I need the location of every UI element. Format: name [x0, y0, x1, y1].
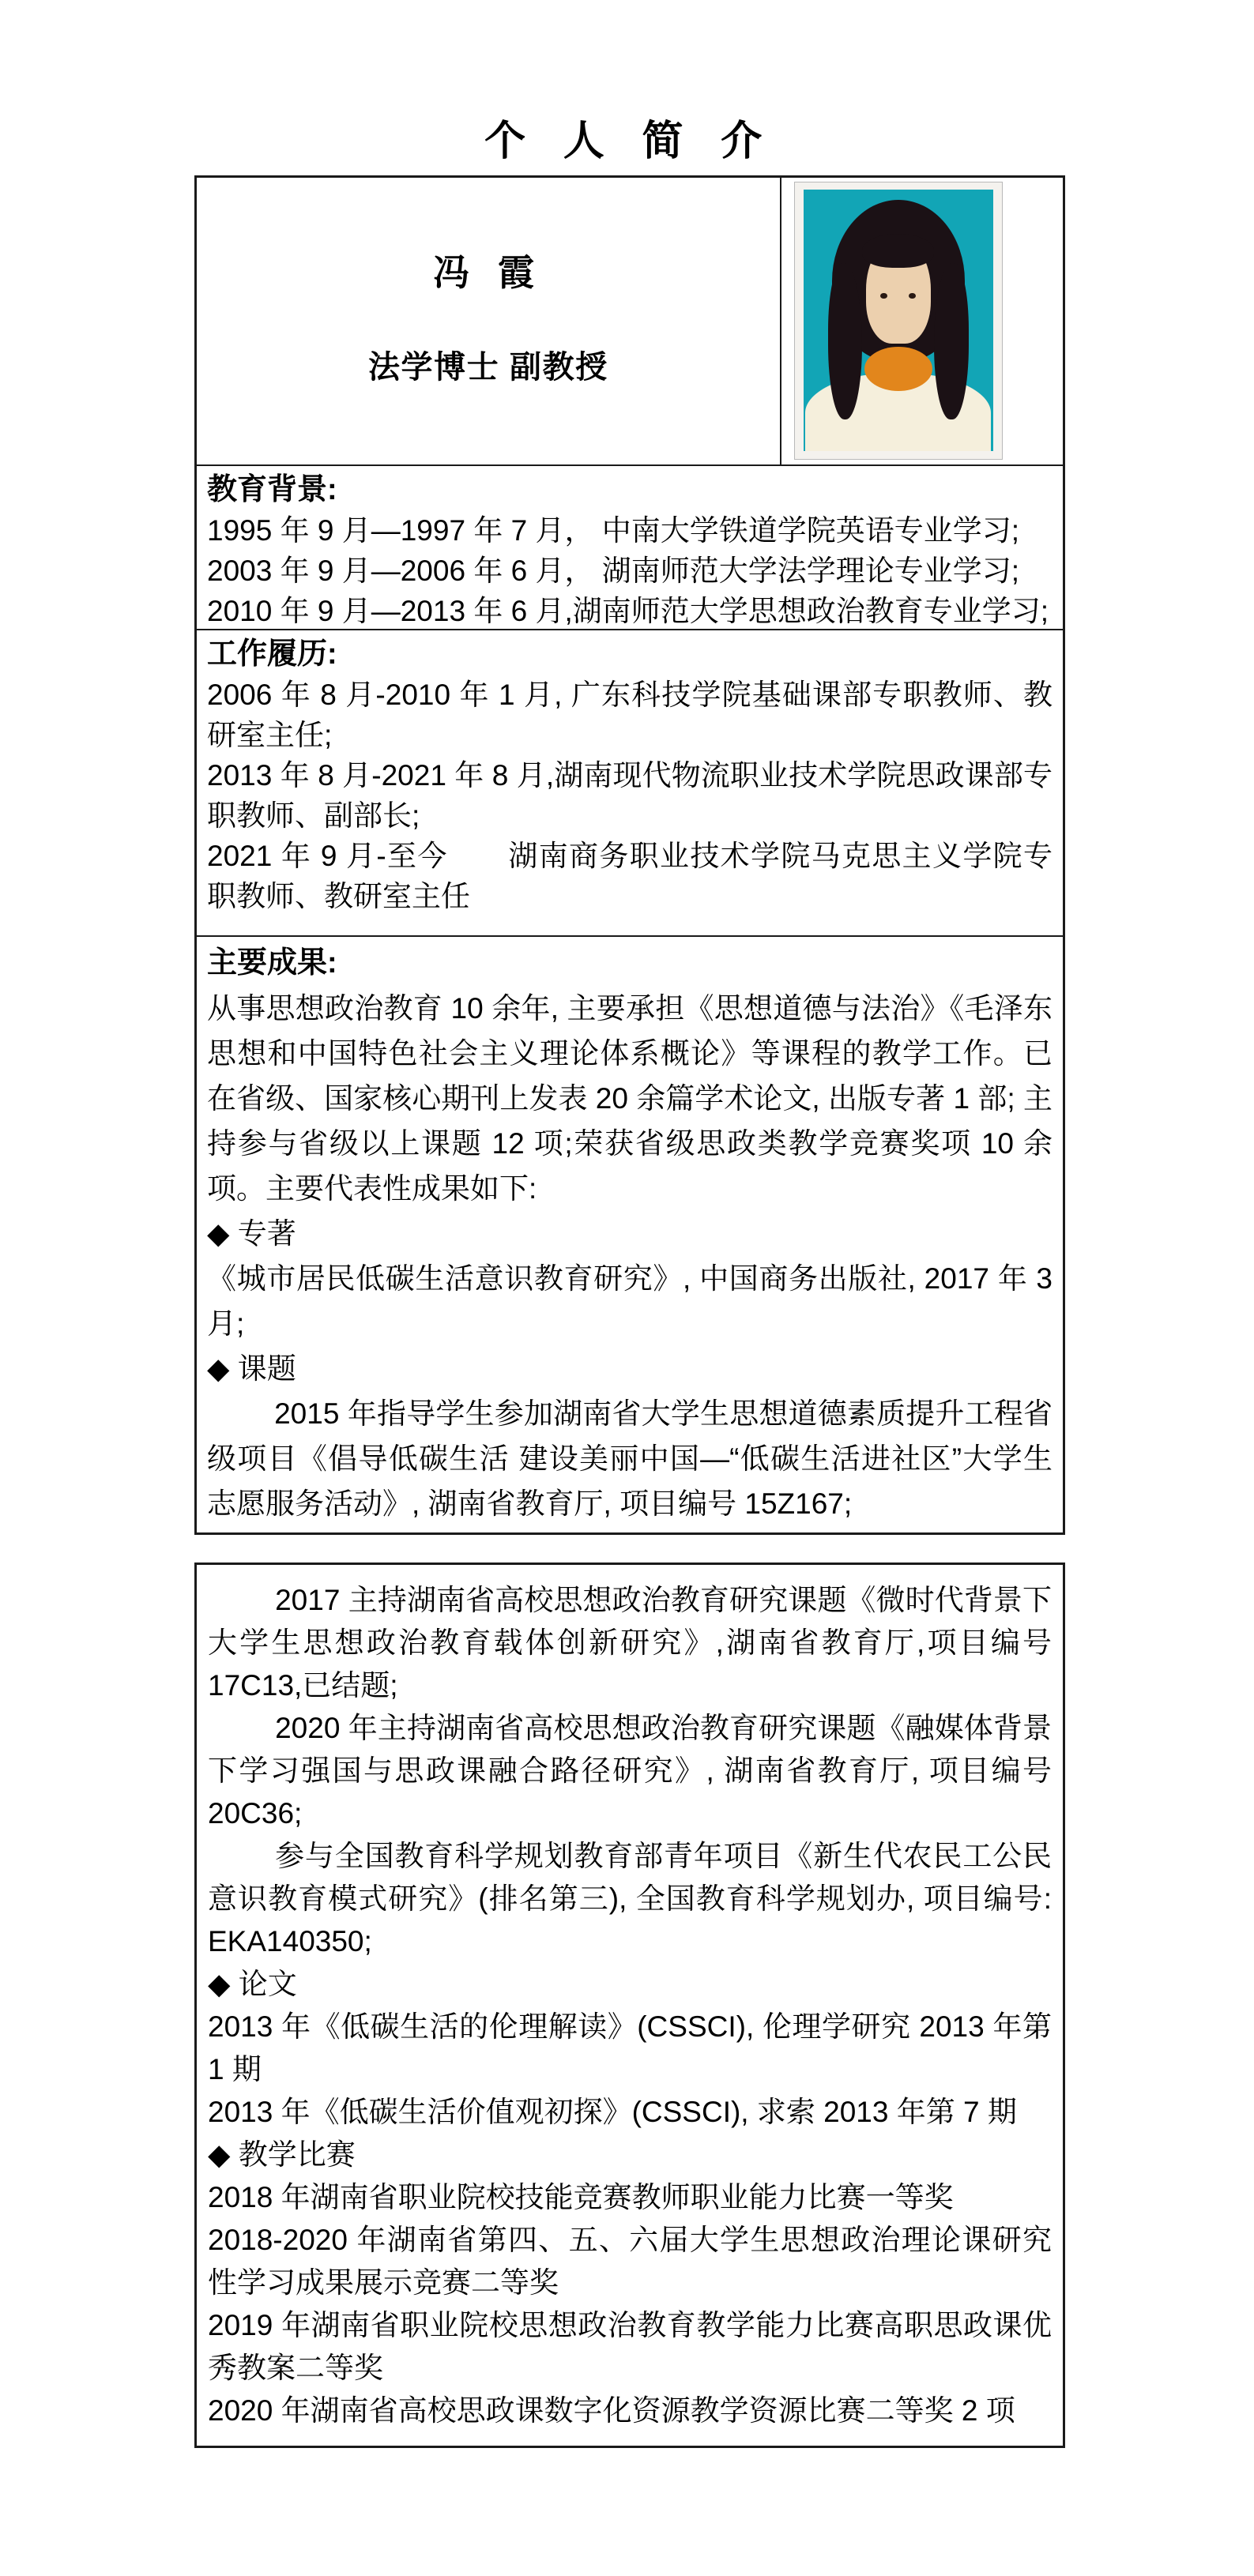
paragraph: 2015 年指导学生参加湖南省大学生思想道德素质提升工程省级项目《倡导低碳生活 建设美丽中国—“低碳生活进社区”大学生志愿服务活动》, 湖南省教育厅, 项目编号 15Z167;	[207, 1397, 1053, 1520]
paragraph: ◆ 教学比赛	[208, 2138, 356, 2171]
education-paragraphs	[207, 510, 1053, 630]
paragraph: 2018-2020 年湖南省第四、五、六届大学生思想政治理论课研究性学习成果展示竞赛二等奖	[208, 2224, 1052, 2299]
paragraph: 2013 年《低碳生活价值观初探》(CSSCI), 求索 2013 年第 7 期	[208, 2096, 1017, 2128]
paragraph: 2013 年《低碳生活的伦理解读》(CSSCI), 伦理学研究 2013 年第 1 期	[208, 2010, 1052, 2085]
paragraph: 2021 年 9 月-至今 湖南商务职业技术学院马克思主义学院专职教师、教研室主任	[207, 840, 1053, 912]
paragraph: 1995 年 9 月—1997 年 7 月， 中南大学铁道学院英语专业学习;	[207, 514, 1020, 547]
photo-bangs	[862, 234, 934, 268]
paragraph: 2020 年主持湖南省高校思想政治教育研究课题《融媒体背景下学习强国与思政课融合路径研究》, 湖南省教育厅, 项目编号 20C36;	[208, 1712, 1052, 1830]
work-paragraphs	[207, 675, 1053, 916]
paragraph: 2003 年 9 月—2006 年 6 月， 湖南师范大学法学理论专业学习;	[207, 555, 1020, 587]
paragraph: ◆ 专著	[207, 1217, 296, 1250]
paragraph: ◆ 课题	[207, 1352, 296, 1385]
paragraph: 2018 年湖南省职业院校技能竞赛教师职业能力比赛一等奖	[208, 2181, 954, 2213]
person-name: 冯 霞	[433, 252, 544, 293]
person-credentials: 法学博士 副教授	[367, 350, 608, 385]
profile-photo	[794, 182, 1003, 460]
paragraph: 2017 主持湖南省高校思想政治教育研究课题《微时代背景下大学生思想政治教育载体创新研究》,湖南省教育厅,项目编号 17C13,已结题;	[208, 1584, 1052, 1702]
achievement-paragraphs	[207, 986, 1053, 1526]
photo-eye-right	[909, 293, 916, 299]
paragraph: 《城市居民低碳生活意识教育研究》, 中国商务出版社, 2017 年 3 月;	[207, 1262, 1053, 1340]
photo-cell	[781, 178, 1063, 464]
achievements-continuation-table	[194, 1563, 1065, 2448]
paragraph: 参与全国教育科学规划教育部青年项目《新生代农民工公民意识教育模式研究》(排名第三), 全国教育科学规划办, 项目编号: EKA140350;	[208, 1840, 1052, 1957]
section-work-history	[197, 630, 1063, 937]
section-education	[197, 466, 1063, 630]
photo-eye-left	[880, 293, 887, 299]
section-heading-work: 工作履历:	[207, 637, 337, 671]
continuation-paragraphs	[208, 1579, 1052, 2432]
name-cell	[197, 178, 781, 464]
section-heading-education: 教育背景:	[207, 473, 337, 506]
section-achievements	[197, 937, 1063, 1531]
profile-header-row	[197, 178, 1063, 466]
profile-table	[194, 175, 1065, 1535]
section-heading-achievements: 主要成果:	[207, 946, 337, 980]
paragraph: 2006 年 8 月-2010 年 1 月, 广东科技学院基础课部专职教师、教研室主任;	[207, 679, 1053, 751]
page-title: 个 人 简 介	[484, 118, 775, 164]
photo-scarf	[864, 347, 932, 391]
paragraph: 2020 年湖南省高校思政课数字化资源教学资源比赛二等奖 2 项	[208, 2394, 1015, 2427]
paragraph: 2013 年 8 月-2021 年 8 月,湖南现代物流职业技术学院思政课部专职教师、副部长;	[207, 759, 1053, 832]
paragraph: 2010 年 9 月—2013 年 6 月,湖南师范大学思想政治教育专业学习;	[207, 595, 1049, 627]
photo-background	[804, 190, 993, 451]
paragraph: 从事思想政治教育 10 余年, 主要承担《思想道德与法治》《毛泽东思想和中国特色社会主义理论体系概论》等课程的教学工作。已在省级、国家核心期刊上发表 20 余篇学术论文, 出版专著 1 部; 主持参与省级以上课题 12 项;荣获省级思政类教学竞赛奖项 10 余项。主要代表性成果如下:	[207, 992, 1053, 1205]
photo-hair-right	[934, 263, 968, 420]
paragraph: ◆ 论文	[208, 1968, 297, 2000]
paragraph: 2019 年湖南省职业院校思想政治教育教学能力比赛高职思政课优秀教案二等奖	[208, 2309, 1052, 2384]
